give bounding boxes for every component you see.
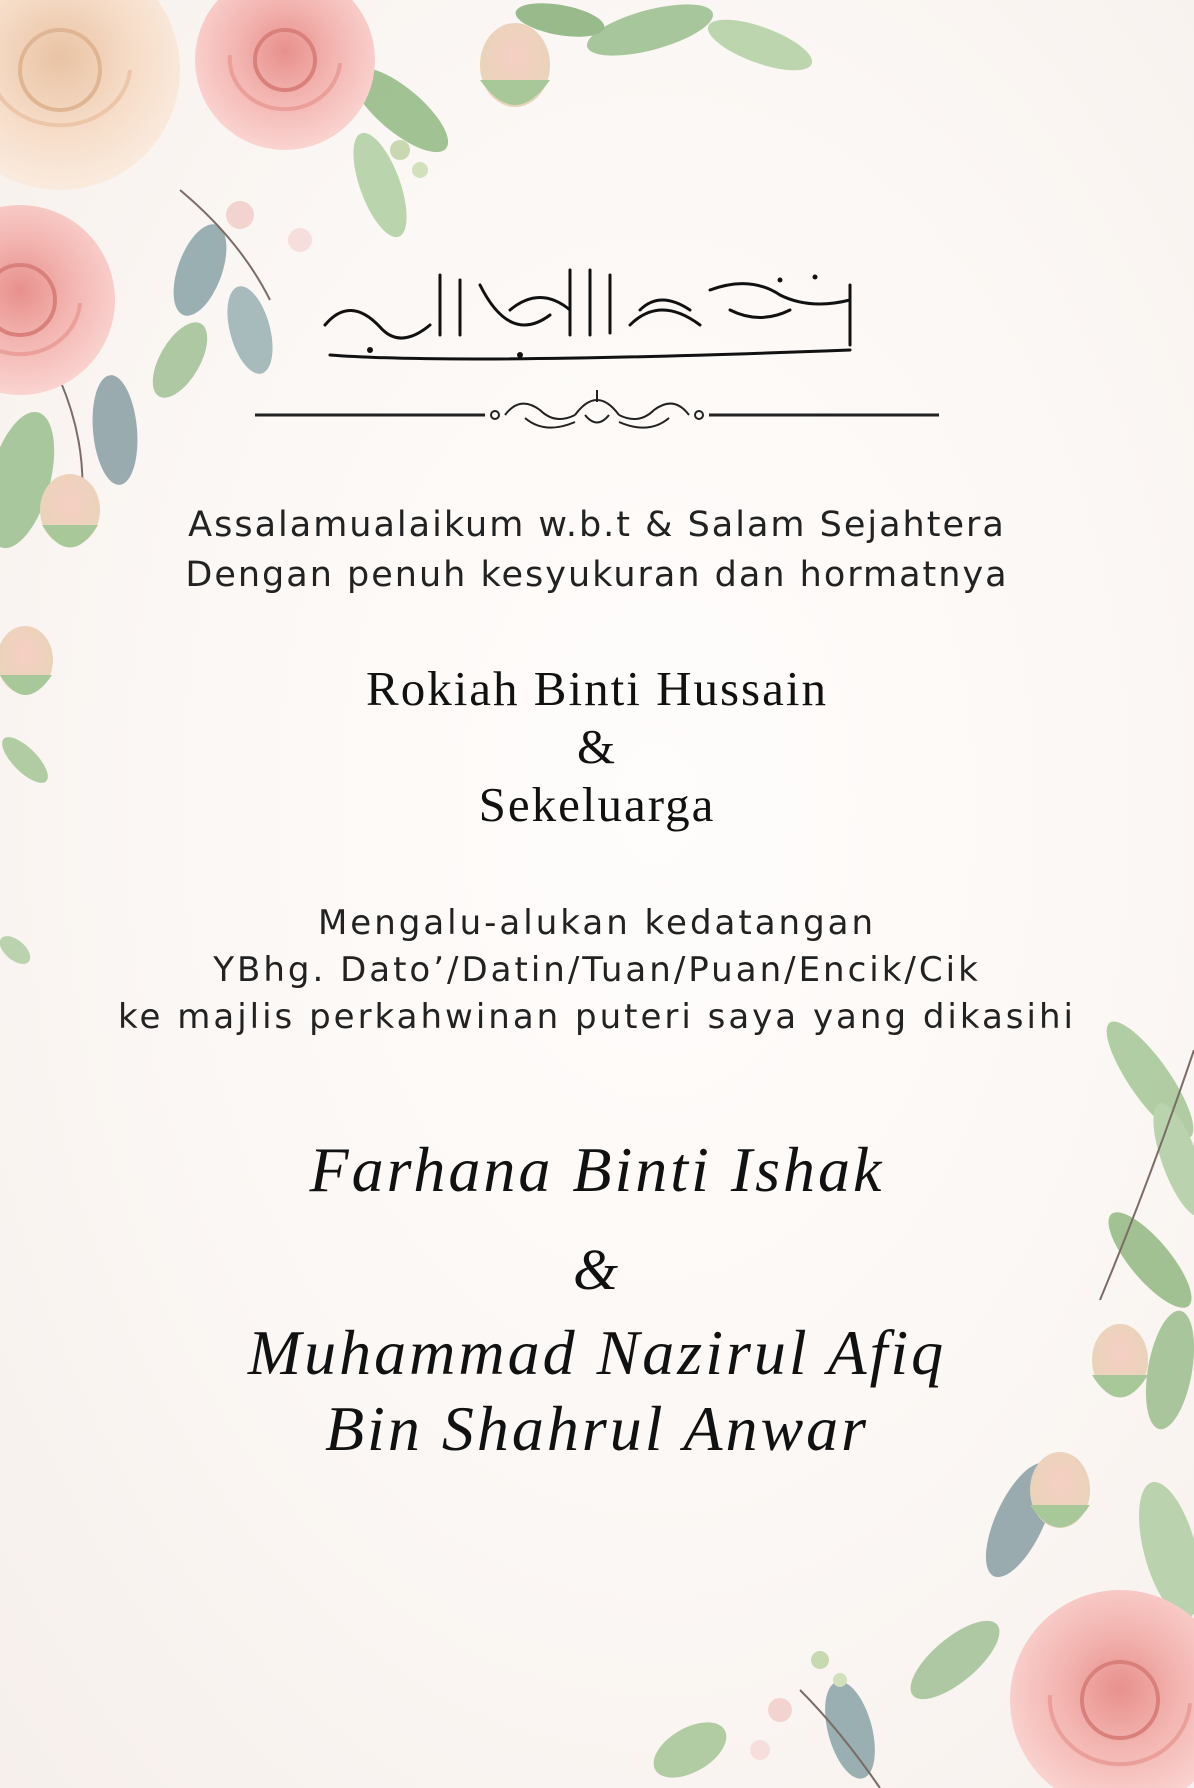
groom-name-line-1: Muhammad Nazirul Afiq	[247, 1317, 947, 1388]
ornamental-divider	[255, 380, 939, 450]
invitation-line-1: Mengalu-alukan kedatangan	[317, 903, 877, 943]
groom-name-line-2: Bin Shahrul Anwar	[324, 1393, 870, 1464]
greeting-line-1: Assalamualaikum w.b.t & Salam Sejahtera	[188, 505, 1006, 545]
host-name: Rokiah Binti Hussain	[366, 661, 828, 716]
host-family: Sekeluarga	[478, 777, 716, 832]
host-ampersand: &	[576, 719, 618, 774]
invitation-line-3: ke majlis perkahwinan puteri saya yang dikasihi	[118, 997, 1076, 1037]
bride-name: Farhana Binti Ishak	[309, 1134, 885, 1205]
bottom-right-roses	[1010, 1590, 1194, 1788]
greeting-line-2: Dengan penuh kesyukuran dan hormatnya	[185, 555, 1009, 595]
bismillah-calligraphy	[310, 255, 880, 375]
greeting-block	[0, 500, 1194, 600]
host-block	[0, 660, 1194, 834]
groom-name-block	[0, 1315, 1194, 1467]
invitation-block	[0, 900, 1194, 1041]
invitation-line-2: YBhg. Dato’/Datin/Tuan/Puan/Encik/Cik	[213, 950, 981, 990]
couple-ampersand: &	[572, 1237, 622, 1302]
